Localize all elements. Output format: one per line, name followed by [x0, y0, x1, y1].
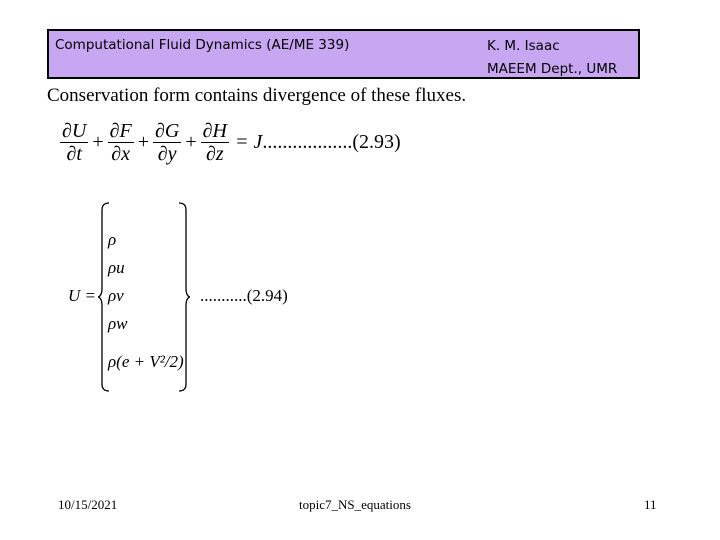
equation-number: ...........(2.94) [200, 286, 288, 305]
author-name: K. M. Isaac [487, 38, 560, 54]
vector-entry-rho: ρ [108, 230, 117, 249]
plus-sign: + [185, 131, 197, 153]
equation-number: ..................(2.93) [262, 131, 401, 153]
slide-header [47, 29, 640, 79]
course-title: Computational Fluid Dynamics (AE/ME 339) [55, 37, 350, 53]
term-df-dx: $\frac{\partial F}{\partial x}$ [109, 120, 132, 165]
author-block [487, 35, 617, 81]
vector-entry-rho-v: ρv [108, 286, 124, 305]
term-dg-dy: $\frac{\partial G}{\partial y}$ [155, 120, 180, 165]
term-dh-dz: $\frac{\partial H}{\partial z}$ [202, 120, 227, 165]
vector-lhs: U = [68, 286, 96, 305]
plus-sign: + [92, 131, 104, 153]
right-brace [178, 202, 190, 392]
page-number: 11 [644, 497, 657, 512]
footer-date: 10/15/2021 [58, 497, 118, 512]
equation-2-93 [60, 120, 401, 165]
plus-sign: + [137, 131, 149, 153]
slide-heading: Conservation form contains divergence of these fluxes. [47, 85, 467, 106]
vector-entry-rho-u: ρu [108, 258, 125, 277]
vector-entry-rho-w: ρw [108, 314, 128, 333]
footer-filename: topic7_NS_equations [299, 497, 411, 512]
department: MAEEM Dept., UMR [487, 61, 618, 77]
vector-entry-energy: ρ(e + V²/2) [108, 352, 184, 371]
equation-rhs: = J [234, 131, 263, 153]
term-du-dt: $\frac{\partial U}{\partial t}$ [62, 120, 87, 165]
